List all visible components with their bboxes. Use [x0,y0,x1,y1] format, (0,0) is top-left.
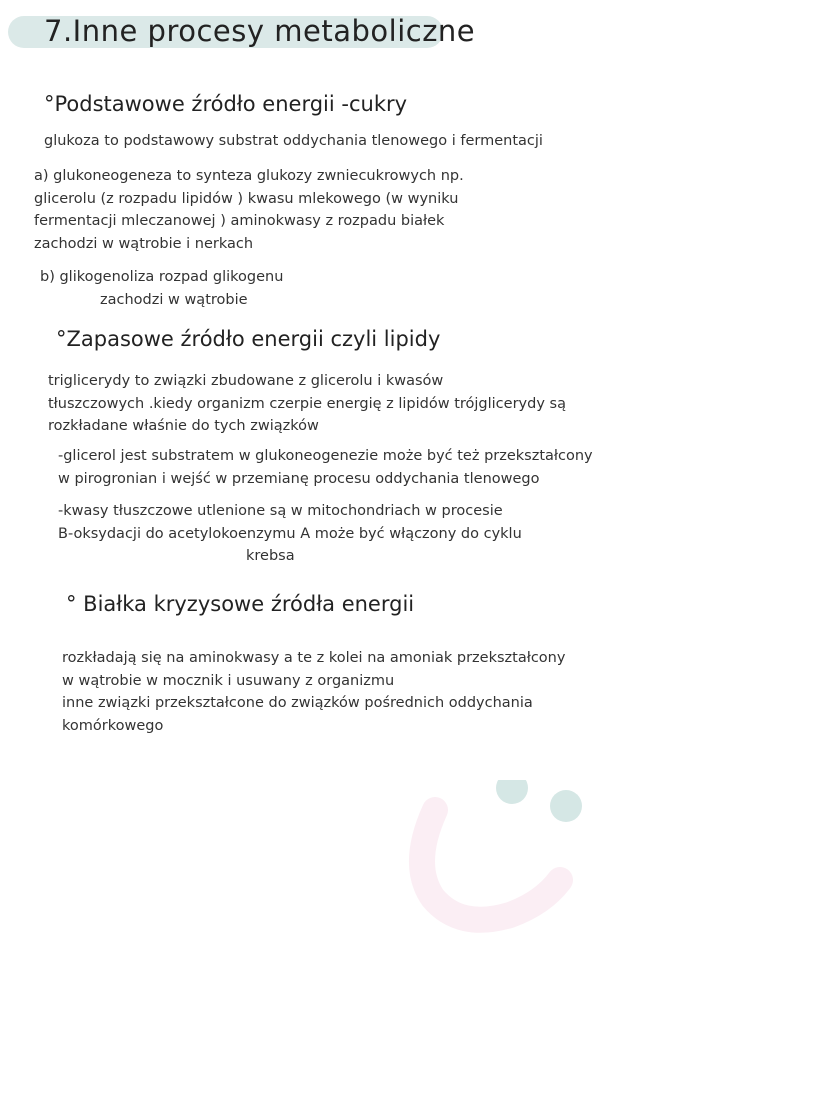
text-line: rozkładane właśnie do tych związków [48,418,319,434]
text-line: a) glukoneogeneza to synteza glukozy zwniecukrowych np. [34,168,464,184]
text-line: w pirogronian i wejść w przemianę procesu oddychania tlenowego [58,470,540,487]
section-heading-bialka: ° Białka kryzysowe źródła energii [66,592,415,616]
text-line: inne związki przekształcone do związków pośrednich oddychania [62,695,533,711]
text-line: b) glikogenoliza rozpad glikogenu [40,269,284,285]
section-heading-cukry: °Podstawowe źródło energii -cukry [44,92,408,116]
text-line: tłuszczowych .kiedy organizm czerpie energię z lipidów trójglicerydy są [48,395,566,412]
paragraph-glukoneogeneza [34,165,464,255]
text-line: zachodzi w wątrobie [100,291,248,308]
section-heading-lipidy: °Zapasowe źródło energii czyli lipidy [56,327,441,351]
text-line: B-oksydacji do acetylokoenzymu A może być włączony do cyklu [58,525,522,542]
text-line: fermentacji mleczanowej ) aminokwasy z rozpadu białek [34,213,445,229]
paragraph-bialka [62,647,565,737]
paragraph-glikogenoliza [40,266,283,311]
paragraph-glicerol [58,445,593,490]
paragraph-kwasy-tluszczowe [58,500,522,568]
smiley-eye-right [550,790,582,822]
text-line: krebsa [246,548,295,564]
paragraph-lipidy-intro [48,370,566,438]
smiley-mouth [422,810,560,920]
text-line: komórkowego [62,717,164,734]
text-line: triglicerydy to związki zbudowane z glicerolu i kwasów [48,373,444,389]
page-title: 7.Inne procesy metaboliczne [44,14,476,48]
text-line: w wątrobie w mocznik i usuwany z organizmu [62,672,395,689]
paragraph-cukry-intro: glukoza to podstawowy substrat oddychania tlenowego i fermentacji [44,133,543,149]
text-line: zachodzi w wątrobie i nerkach [34,235,254,252]
text-line: -kwasy tłuszczowe utlenione są w mitochondriach w procesie [58,503,503,519]
text-line: glicerolu (z rozpadu lipidów ) kwasu mlekowego (w wyniku [34,190,459,207]
text-line: -glicerol jest substratem w glukoneogenezie może być też przekształcony [58,448,593,464]
smiley-eye-left [496,780,528,804]
smiley-face-icon [405,780,595,940]
text-line: rozkładają się na aminokwasy a te z kolei na amoniak przekształcony [62,650,566,666]
